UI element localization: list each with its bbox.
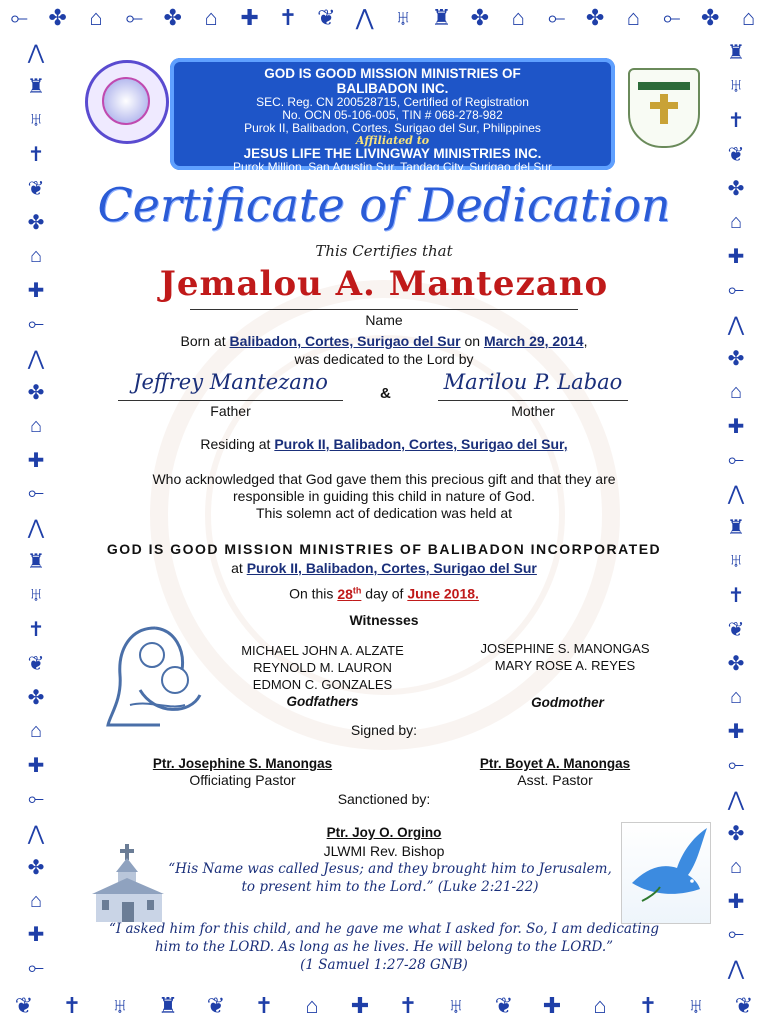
praying-hands-icon: ⋀ bbox=[27, 517, 45, 540]
godfather-name: REYNOLD M. LAURON bbox=[253, 660, 392, 675]
luke-quote bbox=[140, 860, 640, 896]
church-icon: ⌂ bbox=[29, 889, 43, 912]
day-number: 28 bbox=[337, 585, 353, 602]
church-icon: ⌂ bbox=[511, 5, 525, 30]
fish-icon: ⟜ bbox=[28, 482, 44, 505]
bible-icon: ✚ bbox=[727, 415, 745, 438]
witnesses-label: Witnesses bbox=[349, 612, 419, 628]
bible-icon: ✚ bbox=[27, 754, 45, 777]
sanctioned-by-label: Sanctioned by: bbox=[337, 791, 431, 807]
residing-prefix: Residing at bbox=[200, 436, 271, 452]
ampersand: & bbox=[380, 385, 391, 402]
date-mid: day of bbox=[365, 585, 404, 602]
bishop-name: Ptr. Joy O. Orgino bbox=[326, 825, 442, 840]
cross-icon: ✝ bbox=[27, 144, 45, 167]
certifies-text: This Certifies that bbox=[315, 242, 453, 260]
bible-icon: ✚ bbox=[27, 449, 45, 472]
chalice-icon: ♅ bbox=[28, 109, 44, 132]
church-name: GOD IS GOOD MISSION MINISTRIES OF BALIBADON INCORPORATED bbox=[106, 541, 662, 557]
praying-hands-icon: ⋀ bbox=[27, 347, 45, 370]
mother-label: Mother bbox=[511, 403, 555, 419]
cross-icon: ✝ bbox=[278, 5, 298, 30]
residing-line bbox=[0, 436, 768, 452]
chalice-icon: ♅ bbox=[111, 993, 129, 1018]
candle-icon: ♜ bbox=[727, 517, 745, 540]
org-name-line2: BALIBADON INC. bbox=[336, 81, 449, 96]
angel-icon: ✤ bbox=[163, 5, 182, 30]
birth-place: Balibadon, Cortes, Surigao del Sur bbox=[229, 333, 461, 349]
father-name: Jeffrey Mantezano bbox=[133, 370, 328, 394]
godfather-name: MICHAEL JOHN A. ALZATE bbox=[241, 643, 404, 658]
godfathers-list bbox=[215, 642, 430, 693]
candle-icon: ♜ bbox=[27, 551, 45, 574]
church-icon: ⌂ bbox=[729, 685, 743, 708]
name-underline bbox=[190, 309, 578, 310]
dove-icon: ❦ bbox=[494, 993, 514, 1018]
bottom-border bbox=[0, 988, 768, 1024]
affiliate-address: Purok Million, San Agustin Sur, Tandag City, Surigao del Sur bbox=[232, 160, 553, 174]
angel-icon: ✤ bbox=[27, 686, 45, 709]
fish-icon: ⟜ bbox=[728, 753, 744, 776]
date-line bbox=[0, 585, 768, 602]
praying-hands-icon: ⋀ bbox=[727, 313, 745, 336]
fish-icon: ⟜ bbox=[728, 448, 744, 471]
org-address: Purok II, Balibadon, Cortes, Surigao del Sur, Philippines bbox=[244, 121, 541, 135]
church-icon: ⌂ bbox=[729, 211, 743, 234]
affiliated-to: Affiliated to bbox=[355, 134, 430, 147]
day-suffix: th bbox=[352, 585, 362, 595]
sec-registration: SEC. Reg. CN 200528715, Certified of Registration bbox=[256, 95, 529, 109]
mother-underline bbox=[438, 400, 628, 401]
name-label: Name bbox=[365, 312, 403, 328]
fish-icon: ⟜ bbox=[28, 312, 44, 335]
church-icon: ⌂ bbox=[204, 5, 218, 30]
acknowledge-line2: responsible in guiding this child in nature of God. bbox=[233, 488, 535, 504]
dove-icon: ❦ bbox=[14, 993, 34, 1018]
birth-date: March 29, 2014 bbox=[483, 333, 584, 349]
church-address: Purok II, Balibadon, Cortes, Surigao del Sur bbox=[246, 560, 537, 576]
father-underline bbox=[118, 400, 343, 401]
bible-icon: ✚ bbox=[727, 720, 745, 743]
angel-icon: ✤ bbox=[727, 178, 745, 201]
praying-hands-icon: ⋀ bbox=[727, 788, 745, 811]
candle-icon: ♜ bbox=[27, 76, 45, 99]
org-name-line1: GOD IS GOOD MISSION MINISTRIES OF bbox=[264, 66, 521, 81]
chalice-icon: ♅ bbox=[687, 993, 705, 1018]
chalice-icon: ♅ bbox=[728, 75, 744, 98]
samuel-quote-reference: (1 Samuel 1:27-28 GNB) bbox=[300, 957, 468, 973]
jlwmi-shield-logo bbox=[628, 68, 700, 148]
chalice-icon: ♅ bbox=[447, 993, 465, 1018]
bishop-role: JLWMI Rev. Bishop bbox=[323, 843, 445, 859]
church-at-prefix: at bbox=[231, 560, 243, 576]
cross-icon: ✝ bbox=[727, 585, 745, 608]
church-icon: ⌂ bbox=[626, 5, 641, 30]
mother-name: Marilou P. Labao bbox=[443, 370, 623, 394]
godfathers-label: Godfathers bbox=[286, 694, 359, 709]
bible-icon: ✚ bbox=[542, 993, 562, 1018]
dedication-month-year: June 2018. bbox=[407, 585, 479, 602]
affiliate-name: JESUS LIFE THE LIVINGWAY MINISTRIES INC. bbox=[243, 146, 542, 161]
fish-icon: ⟜ bbox=[728, 923, 744, 946]
fish-icon: ⟜ bbox=[728, 278, 744, 301]
chalice-icon: ♅ bbox=[28, 584, 44, 607]
godmothers-list bbox=[450, 640, 680, 674]
bible-icon: ✚ bbox=[27, 924, 45, 947]
candle-icon: ♜ bbox=[727, 42, 745, 65]
church-icon: ⌂ bbox=[29, 244, 43, 267]
acknowledge-line1: Who acknowledged that God gave them this precious gift and that they are bbox=[152, 471, 616, 487]
dedication-day bbox=[337, 586, 361, 602]
angel-icon: ✤ bbox=[727, 347, 745, 370]
fish-icon: ⟜ bbox=[125, 5, 144, 30]
dove-icon: ❦ bbox=[727, 144, 745, 167]
angel-icon: ✤ bbox=[727, 653, 745, 676]
praying-hands-icon: ⋀ bbox=[727, 483, 745, 506]
praying-hands-icon: ⋀ bbox=[27, 42, 45, 65]
angel-icon: ✤ bbox=[27, 381, 45, 404]
header-banner bbox=[170, 58, 615, 174]
born-prefix: Born at bbox=[180, 333, 226, 349]
fish-icon: ⟜ bbox=[28, 957, 44, 980]
signed-by-label: Signed by: bbox=[350, 722, 418, 738]
dedicated-line: was dedicated to the Lord by bbox=[294, 351, 474, 367]
asst-pastor-name: Ptr. Boyet A. Manongas bbox=[479, 756, 631, 771]
candle-icon: ♜ bbox=[158, 993, 178, 1018]
born-on: on bbox=[464, 333, 481, 349]
angel-icon: ✤ bbox=[585, 5, 605, 30]
dove-icon: ❦ bbox=[317, 5, 336, 30]
luke-quote-line2: to present him to the Lord.” (Luke 2:21-22) bbox=[241, 879, 539, 895]
bible-icon: ✚ bbox=[350, 993, 370, 1018]
godmother-name: MARY ROSE A. REYES bbox=[494, 658, 636, 673]
fish-icon: ⟜ bbox=[10, 5, 28, 30]
church-icon: ⌂ bbox=[29, 719, 43, 742]
praying-hands-icon: ⋀ bbox=[355, 5, 374, 30]
godmother-label: Godmother bbox=[531, 695, 604, 710]
angel-icon: ✤ bbox=[27, 212, 45, 235]
angel-icon: ✤ bbox=[701, 5, 720, 30]
church-icon: ⌂ bbox=[29, 414, 43, 437]
dove-icon: ❦ bbox=[27, 178, 45, 201]
cross-icon: ✝ bbox=[398, 993, 418, 1018]
bible-icon: ✚ bbox=[727, 245, 745, 268]
praying-hands-icon: ⋀ bbox=[27, 822, 45, 845]
asst-pastor-role: Asst. Pastor bbox=[517, 772, 593, 788]
bible-icon: ✚ bbox=[27, 279, 45, 302]
samuel-quote-line1: “I asked him for this child, and he gave me what I asked for. So, I am dedicating bbox=[108, 921, 660, 937]
samuel-quote bbox=[70, 920, 698, 974]
fish-icon: ⟜ bbox=[547, 5, 566, 30]
church-icon: ⌂ bbox=[593, 993, 607, 1018]
dove-icon: ❦ bbox=[206, 993, 226, 1018]
cross-icon: ✝ bbox=[62, 993, 82, 1018]
cross-icon: ✝ bbox=[638, 993, 658, 1018]
cross-icon: ✝ bbox=[27, 619, 45, 642]
fish-icon: ⟜ bbox=[663, 5, 681, 30]
born-suffix: , bbox=[583, 333, 588, 349]
child-name: Jemalou A. Mantezano bbox=[159, 264, 609, 304]
mother-and-child-illustration bbox=[100, 620, 210, 730]
fish-icon: ⟜ bbox=[28, 787, 44, 810]
born-line bbox=[0, 333, 768, 349]
godmother-name: JOSEPHINE S. MANONGAS bbox=[480, 641, 650, 656]
bible-icon: ✚ bbox=[240, 5, 259, 30]
church-icon: ⌂ bbox=[729, 380, 743, 403]
praying-hands-icon: ⋀ bbox=[727, 958, 745, 981]
church-icon: ⌂ bbox=[89, 5, 103, 30]
cross-icon: ✝ bbox=[727, 110, 745, 133]
church-icon: ⌂ bbox=[741, 5, 756, 30]
ministry-seal-logo bbox=[85, 60, 169, 144]
officiating-pastor-role: Officiating Pastor bbox=[189, 772, 296, 788]
top-border bbox=[0, 0, 768, 36]
luke-quote-line1: “His Name was called Jesus; and they brought him to Jerusalem, bbox=[168, 861, 612, 877]
candle-icon: ♜ bbox=[431, 5, 452, 30]
dove-icon: ❦ bbox=[27, 653, 45, 676]
angel-icon: ✤ bbox=[48, 5, 67, 30]
date-prefix: On this bbox=[289, 585, 334, 602]
angel-icon: ✤ bbox=[470, 5, 490, 30]
angel-icon: ✤ bbox=[727, 822, 745, 845]
chalice-icon: ♅ bbox=[394, 5, 412, 30]
church-at-line bbox=[0, 560, 768, 576]
church-icon: ⌂ bbox=[729, 855, 743, 878]
dove-icon: ❦ bbox=[727, 619, 745, 642]
angel-icon: ✤ bbox=[27, 856, 45, 879]
dove-icon: ❦ bbox=[734, 993, 754, 1018]
residing-address: Purok II, Balibadon, Cortes, Surigao del Sur, bbox=[274, 436, 568, 452]
samuel-quote-line2: him to the LORD. As long as he lives. He will belong to the LORD.” bbox=[154, 939, 614, 955]
ocn-tin: No. OCN 05-106-005, TIN # 068-278-982 bbox=[282, 108, 503, 122]
officiating-pastor-name: Ptr. Josephine S. Manongas bbox=[152, 756, 333, 771]
father-label: Father bbox=[210, 403, 251, 419]
solemn-line: This solemn act of dedication was held at bbox=[255, 505, 513, 521]
bible-icon: ✚ bbox=[727, 890, 745, 913]
chalice-icon: ♅ bbox=[728, 550, 744, 573]
church-icon: ⌂ bbox=[305, 993, 319, 1018]
certificate-title: Certificate of Dedication bbox=[97, 178, 671, 232]
godfather-name: EDMON C. GONZALES bbox=[252, 677, 393, 692]
cross-icon: ✝ bbox=[254, 993, 274, 1018]
